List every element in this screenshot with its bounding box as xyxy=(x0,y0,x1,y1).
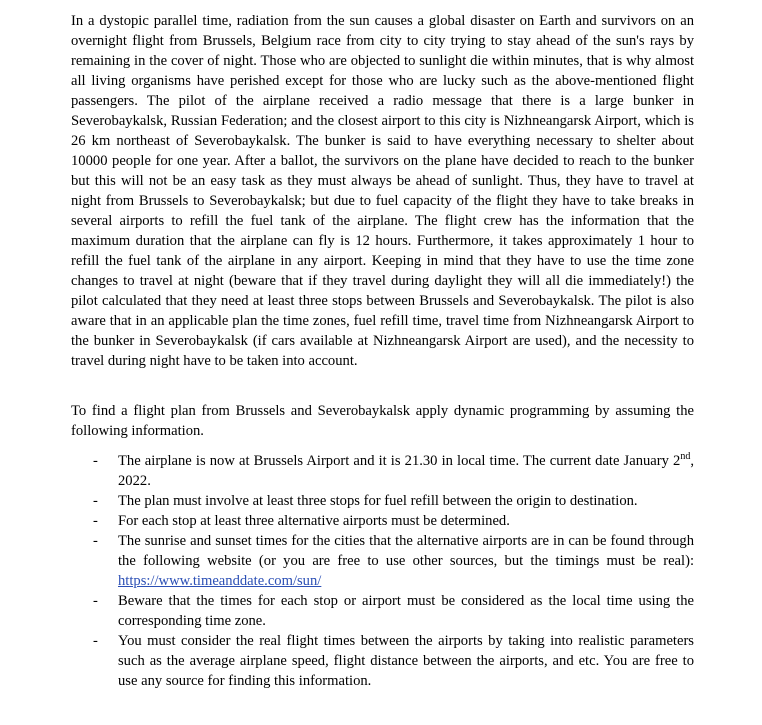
list-item xyxy=(71,631,694,691)
bullet-dash: - xyxy=(93,493,98,509)
list-item xyxy=(71,591,694,631)
list-item-text: The airplane is now at Brussels Airport and it is 21.30 in local time. The current date January 2 xyxy=(118,453,681,469)
bullet-dash: - xyxy=(93,533,98,549)
list-item-text: The plan must involve at least three stops for fuel refill between the origin to destination. xyxy=(118,493,638,509)
list-item xyxy=(71,491,694,511)
bullet-dash: - xyxy=(93,513,98,529)
requirements-list xyxy=(71,451,694,691)
ordinal-superscript: nd xyxy=(680,451,691,463)
task-paragraph: To find a flight plan from Brussels and Severobaykalsk apply dynamic programming by assuming the following information. xyxy=(71,403,694,439)
bullet-dash: - xyxy=(93,593,98,609)
list-item xyxy=(71,511,694,531)
intro-paragraph: In a dystopic parallel time, radiation from the sun causes a global disaster on Earth and survivors on an overnight flight from Brussels, Belgium race from city to city trying to stay ahead of the sun's rays by remaining in the cover of night. Those who are objected to sunlight die within minutes, that is why almost all living organisms have perished except for those who are lucky such as the above-mentioned flight passengers. The pilot of the airplane received a radio message that there is a large bunker in Severobaykalsk, Russian Federation; and the closest airport to this city is Nizhneangarsk Airport, which is 26 km northeast of Severobaykalsk. The bunker is said to have everything necessary to shelter about 10000 people for one year. After a ballot, the survivors on the plane have decided to reach to the bunker but this will not be an easy task as they must always be ahead of sunlight. Thus, they have to travel at night from Brussels to Severobaykalsk; but due to fuel capacity of the flight they have to take breaks in several airports to refill the fuel tank of the airplane. The flight crew has the information that the maximum duration that the airplane can fly is 12 hours. Furthermore, it takes approximately 1 hour to refill the fuel tank of the airplane in any airport. Keeping in mind that they have to use the time zone changes to travel at night (beware that if they travel during daylight they will all die immediately!) the pilot calculated that they need at least three stops between Brussels and Severobaykalsk. The pilot is also aware that in an applicable plan the time zones, fuel refill time, travel time from Nizhneangarsk Airport to the bunker in Severobaykalsk (if cars available at Nizhneangarsk Airport are used), and the necessity to travel during night have to be taken into account. xyxy=(71,13,694,369)
list-item-text: For each stop at least three alternative airports must be determined. xyxy=(118,513,510,529)
list-item xyxy=(71,531,694,591)
list-item-text: The sunrise and sunset times for the cities that the alternative airports are in can be found through the following website (or you are free to use other sources, but the timings must be real): xyxy=(118,533,694,569)
bullet-dash: - xyxy=(93,453,98,469)
list-item-text: You must consider the real flight times between the airports by taking into realistic parameters such as the average airplane speed, flight distance between the airports, and etc. You are free to use any source for finding this information. xyxy=(118,633,694,689)
list-item-text: Beware that the times for each stop or airport must be considered as the local time using the corresponding time zone. xyxy=(118,593,694,629)
timeanddate-link[interactable]: https://www.timeanddate.com/sun/ xyxy=(118,573,322,589)
list-item xyxy=(71,451,694,491)
list-item-text-end: , 2022. xyxy=(118,453,694,489)
bullet-dash: - xyxy=(93,633,98,649)
